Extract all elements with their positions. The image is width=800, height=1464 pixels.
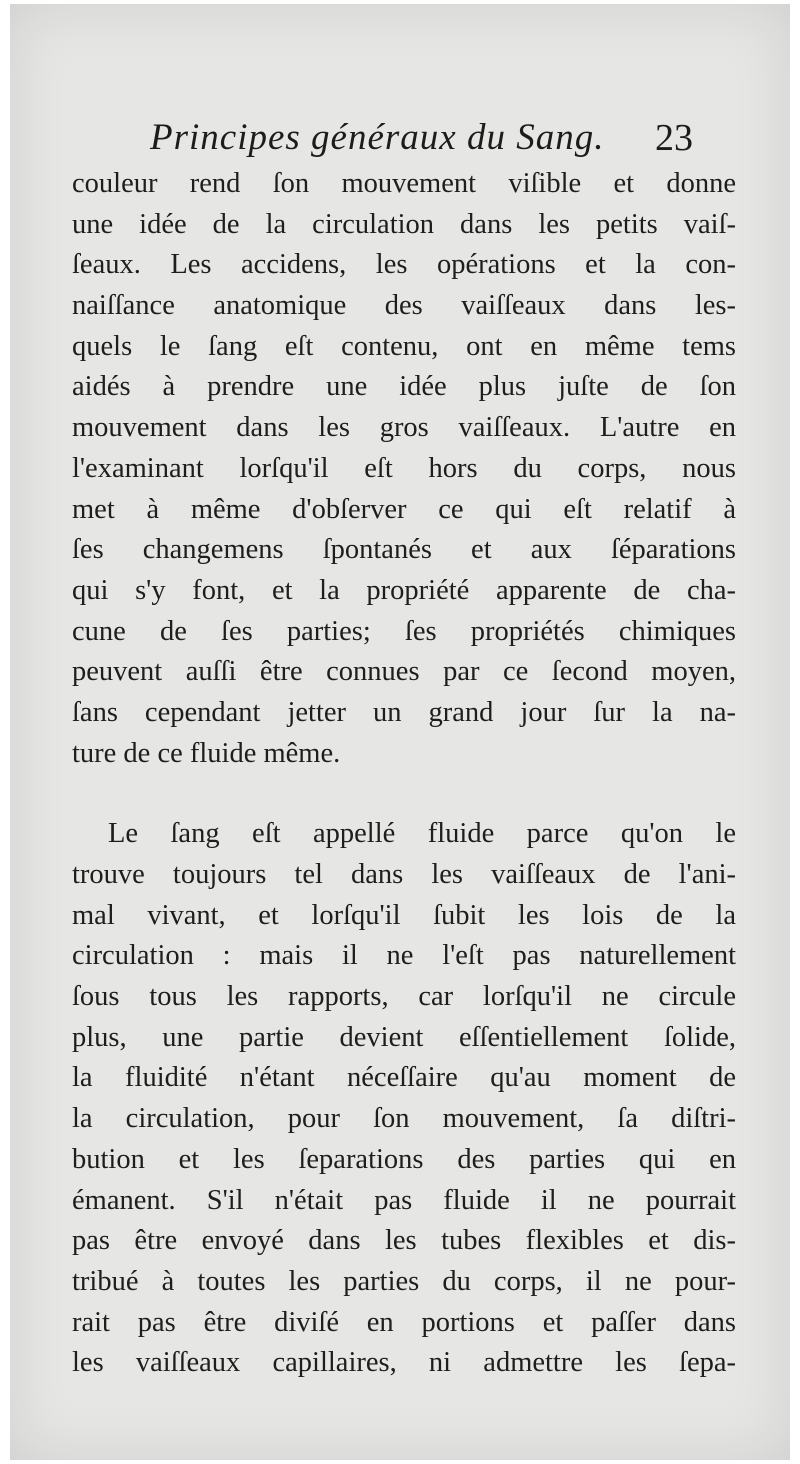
text-line: ture de ce fluide même.: [72, 737, 341, 769]
text-line: met à même d'obſerver ce qui eſt relatif à: [72, 493, 736, 525]
text-line: aidés à prendre une idée plus juſte de ſon: [72, 371, 736, 403]
text-line: couleur rend ſon mouvement viſible et donne: [72, 168, 736, 199]
text-line: plus, une partie devient eſſentiellement ſolide,: [72, 1021, 736, 1053]
page-header: [150, 116, 750, 166]
book-page: [10, 4, 790, 1460]
text-line: qui s'y font, et la propriété apparente de cha-: [72, 574, 736, 606]
text-line: bution et les ſeparations des parties qui en: [72, 1143, 736, 1175]
text-line: mouvement dans les gros vaiſſeaux. L'autre en: [72, 412, 736, 444]
text-line: ſans cependant jetter un grand jour ſur la na-: [72, 696, 736, 728]
body-text: [72, 164, 736, 1384]
text-line: la circulation, pour ſon mouvement, ſa diſtri-: [72, 1103, 736, 1135]
text-line: trouve toujours tel dans les vaiſſeaux de l'ani-: [72, 859, 736, 890]
text-line: l'examinant lorſqu'il eſt hors du corps, nous: [72, 452, 736, 484]
paragraph-1: [72, 164, 736, 774]
text-line: tribué à toutes les parties du corps, il ne pour-: [72, 1265, 736, 1297]
text-line: pas être envoyé dans les tubes flexibles et dis-: [72, 1225, 736, 1257]
text-line: les vaiſſeaux capillaires, ni admettre les ſepa-: [72, 1347, 736, 1379]
paragraph-spacer: [72, 774, 736, 814]
text-line: mal vivant, et lorſqu'il ſubit les lois de la: [72, 899, 736, 931]
text-line: quels le ſang eſt contenu, ont en même tems: [72, 330, 736, 362]
text-line: ſeaux. Les accidens, les opérations et la con-: [72, 249, 736, 281]
text-line: émanent. S'il n'était pas fluide il ne pourrait: [72, 1184, 736, 1216]
text-line: Le ſang eſt appellé fluide parce qu'on le: [108, 818, 736, 850]
text-line: naiſſance anatomique des vaiſſeaux dans les-: [72, 290, 736, 322]
running-title: Principes généraux du Sang.: [150, 117, 605, 158]
text-line: ſes changemens ſpontanés et aux ſéparations: [72, 534, 736, 566]
page-number: 23: [655, 117, 693, 159]
text-line: rait pas être diviſé en portions et paſſer dans: [72, 1306, 736, 1338]
text-line: cune de ſes parties; ſes propriétés chimiques: [72, 615, 736, 647]
text-line: peuvent auſſi être connues par ce ſecond moyen,: [72, 656, 736, 688]
text-line: ſous tous les rapports, car lorſqu'il ne circule: [72, 981, 736, 1013]
text-line: la fluidité n'étant néceſſaire qu'au moment de: [72, 1062, 736, 1094]
text-line: circulation : mais il ne l'eſt pas naturellement: [72, 940, 736, 972]
text-line: une idée de la circulation dans les petits vaiſ-: [72, 208, 736, 240]
paragraph-2: [72, 814, 736, 1384]
